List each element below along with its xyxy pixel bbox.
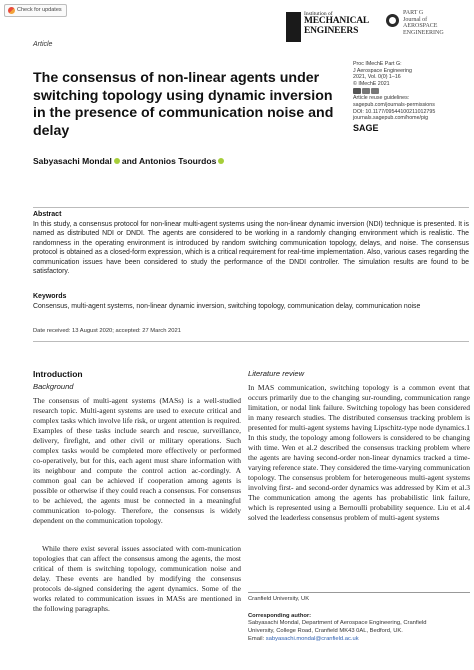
- imeche-logo-line1: Institution of: [304, 11, 333, 17]
- part-g-circle-icon: [386, 14, 399, 27]
- journal-info-line: J Aerospace Engineering: [353, 67, 412, 74]
- introduction-heading: Introduction: [33, 369, 83, 379]
- journal-part-logo-text: PART G Journal of AEROSPACE ENGINEERING: [403, 10, 444, 36]
- abstract-heading: Abstract: [33, 211, 62, 218]
- journal-info: [353, 61, 471, 133]
- article-dates: Date received: 13 August 2020; accepted: 27 March 2021: [33, 328, 181, 334]
- author-name[interactable]: Sabyasachi Mondal: [33, 156, 112, 166]
- corresponding-author-heading: Corresponding author:: [248, 613, 312, 619]
- corr-address-line: Sabyasachi Mondal, Department of Aerospace Engineering, Cranfield: [248, 620, 427, 626]
- journal-home-link[interactable]: journals.sagepub.com/home/pig: [353, 115, 429, 122]
- divider: [33, 341, 469, 342]
- divider: [33, 207, 469, 208]
- literature-review-subheading: Literature review: [248, 369, 305, 378]
- keywords-text: Consensus, multi-agent systems, non-linear dynamic inversion, switching topology, communication delay, communication noise: [33, 303, 421, 310]
- journal-part-logo: [386, 6, 472, 44]
- abstract-text: In this study, a consensus protocol for non-linear multi-agent systems using the non-linear dynamic inversion (NDI) technique is presented. It is named as distributed NDI or DNDI. The agents are considered to be working in a randomly changing environment which is realistic. The randomness in the operating environment is introduced by random switching communication topology, delays, and noise. The consensus protocol is obtained as a closed-form expression, which is a critical requirement for real-time implementation. Also, various cases regarding the communication issues have been considered to study the performance of the DNDI controller. The simulation results are found to be satisfactory.: [33, 221, 469, 276]
- imeche-logo-line2: MECHANICAL ENGINEERS: [304, 16, 370, 36]
- author-joiner: and: [121, 156, 138, 166]
- footnote-divider: [248, 592, 470, 593]
- email-link[interactable]: sabyasachi.mondal@cranfield.ac.uk: [265, 635, 359, 642]
- author-name[interactable]: Antonios Tsourdos: [139, 156, 217, 166]
- corresponding-author-details: [248, 620, 470, 643]
- orcid-icon[interactable]: [218, 158, 224, 164]
- permissions-link[interactable]: sagepub.com/journals-permissions: [353, 101, 435, 108]
- affiliation-note: Cranfield University, UK: [248, 596, 310, 602]
- article-type-label: Article: [33, 41, 53, 48]
- author-line: [33, 156, 224, 166]
- journal-info-line: Article reuse guidelines:: [353, 95, 410, 102]
- body-paragraph: The consensus of multi-agent systems (MASs) is a well-studied research topic. Multi-agent systems are used to execute critical and complex tasks which involve life risk, or urgent attention is required. Examples of these tasks include search and rescue, surveillance, delivery, firefight, and other civil or military operations. Such complex tasks would be completed more effectively or performed co-operatively, but for this, each agent must share information with its neighbour and compute the control action ac-cordingly. A common goal can be achieved if cooperation among agents is possible or otherwise if they could reach a consensus. For consensus to be achieved, the agents must be connected in a meaningful communication to-pology. Therefore, the consensus is widely dependent on the communication topology.: [33, 396, 241, 525]
- journal-info-line: Proc IMechE Part G:: [353, 61, 402, 67]
- check-for-updates-badge[interactable]: [4, 4, 67, 17]
- crossmark-icon: [8, 7, 15, 14]
- corr-address-line: University, College Road, Cranfield MK43 0AL, Bedford, UK.: [248, 627, 403, 634]
- article-title: The consensus of non-linear agents under switching topology using dynamic inversion in the presence of communication noise and delay: [33, 70, 334, 139]
- check-for-updates-label: Check for updates: [17, 7, 62, 13]
- journal-info-line: © IMechE 2021: [353, 80, 390, 87]
- keywords-heading: Keywords: [33, 293, 67, 300]
- sage-logo: SAGE: [353, 122, 379, 133]
- imeche-logo: [286, 6, 380, 44]
- background-subheading: Background: [33, 382, 74, 391]
- body-paragraph: In MAS communication, switching topology is a common event that occurs primarily due to the changing sur-rounding, communication range limitation, or nodal link failure. Switching topology has been considered in many research studies. The distributed consensus tracking problem is presented for multi-agent systems having Lipschitz-type node dynamics.1 In this study, the topology among followers is considered to be changing with time. Wen et al.2 described the consensus tracking problem where the agents are having second-order non-linear dynamics tracked a time-varying reference state. They considered the time-varying communication topology. The consensus problem for heterogeneous multi-agent systems involving first- and second-order dynamics was addressed by Kim et al.3 The communication among the agents has probabilistic link failure, which is represented using a Bernoulli probability sequence. Liu et al.4 solved the leaderless consensus problem of multi-agent systems: [248, 383, 470, 522]
- imeche-emblem-icon: [286, 12, 301, 42]
- orcid-icon[interactable]: [114, 158, 120, 164]
- doi-link[interactable]: DOI: 10.1177/09544100211012795: [353, 108, 436, 115]
- email-label: Email:: [248, 635, 265, 642]
- body-paragraph: While there exist several issues associated with com-munication topologies that can affect the consensus among the agents, the most critical of them is switching topology, communication noise and delay. These events are handled by modifying the consensus protocols de-signed considering the agent dynamics. Some of the works related to communication issues in MASs are mentioned in the following paragraphs.: [33, 544, 241, 613]
- creative-commons-icon: [353, 88, 471, 94]
- journal-info-line: 2021, Vol. 0(0) 1–16: [353, 74, 401, 81]
